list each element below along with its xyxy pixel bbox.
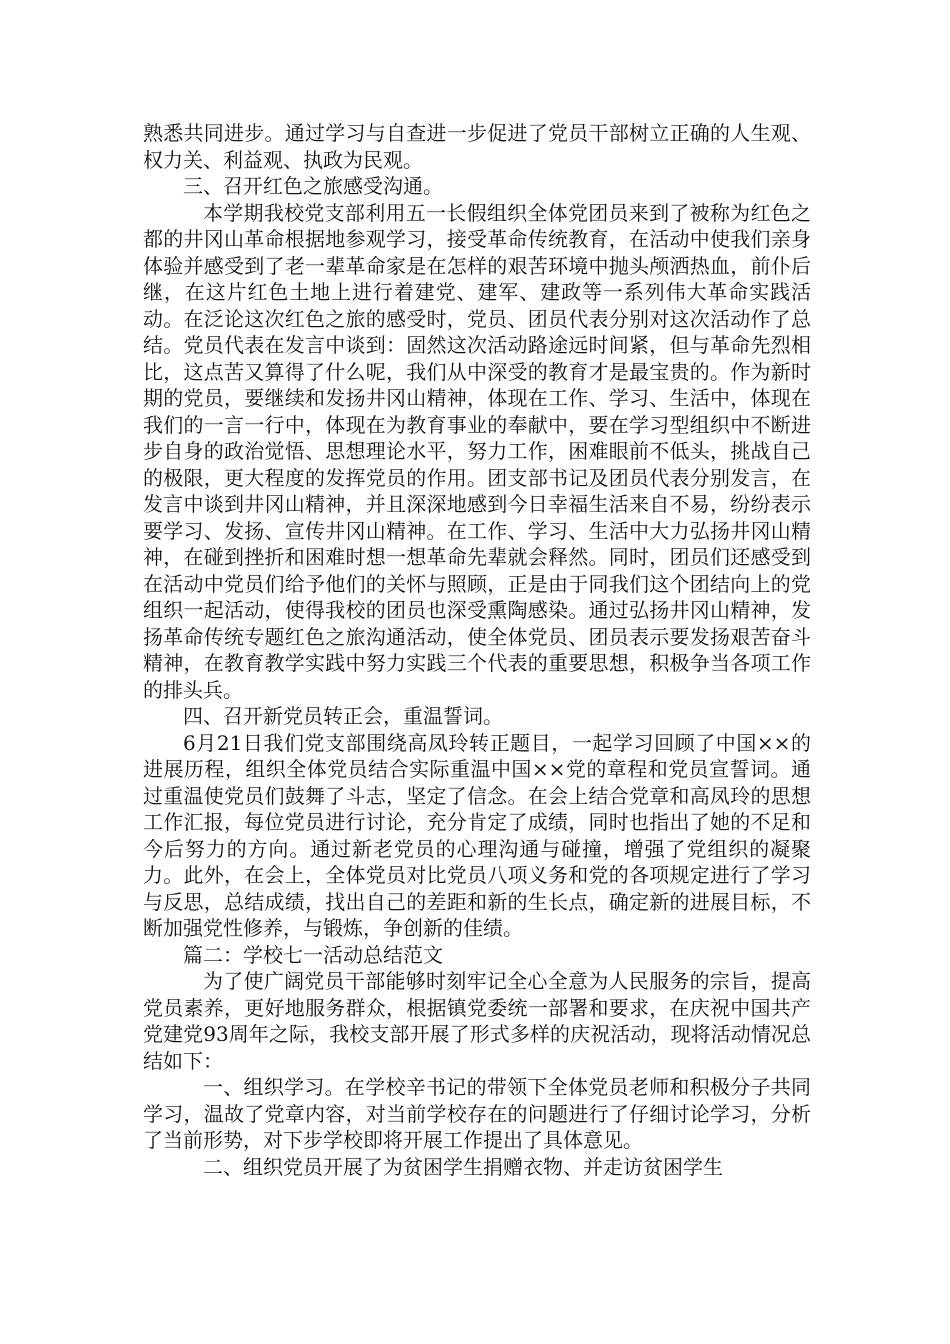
paragraph-continuation: 熟悉共同进步。通过学习与自查进一步促进了党员干部树立正确的人生观、权力关、利益观、执政为民观。: [143, 121, 811, 172]
document-page: [143, 120, 811, 1180]
section-heading-3: 三、召开红色之旅感受沟通。: [183, 174, 443, 198]
paragraph-item-1: 一、组织学习。在学校辛书记的带领下全体党员老师和积极分子共同学习，温故了党章内容，对当前学校存在的问题进行了仔细讨论学习，分析了当前形势，对下步学校即将开展工作提出了具体意见。: [143, 1075, 811, 1152]
paragraph-intro: 为了使广阔党员干部能够时刻牢记全心全意为人民服务的宗旨，提高党员素养，更好地服务群众，根据镇党委统一部署和要求，在庆祝中国共产党建党93周年之际，我校支部开展了形式多样的庆祝活动，现将活动情况总结如下：: [143, 969, 811, 1073]
section-heading-4: 四、召开新党员转正会，重温誓词。: [183, 704, 503, 728]
paragraph-new-member: 6月21日我们党支部围绕高凤玲转正题目，一起学习回顾了中国××的进展历程，组织全体党员结合实际重温中国××党的章程和党员宣誓词。通过重温使党员们鼓舞了斗志，坚定了信念。在会上结合党章和高凤玲的思想工作汇报，每位党员进行讨论，充分肯定了成绩，同时也指出了她的不足和今后努力的方向。通过新老党员的心理沟通与碰撞，增强了党组织的凝聚力。此外，在会上，全体党员对比党员八项义务和党的各项规定进行了学习与反思，总结成绩，找出自己的差距和新的生长点，确定新的进展目标，不断加强党性修养，与锻炼，争创新的佳绩。: [143, 730, 811, 940]
article-heading-2: 篇二：学校七一活动总结范文: [183, 942, 443, 967]
paragraph-item-2: 二、组织党员开展了为贫困学生捐赠衣物、并走访贫困学生: [203, 1154, 723, 1179]
paragraph-red-tour: 本学期我校党支部利用五一长假组织全体党团员来到了被称为红色之都的井冈山革命根据地参观学习，接受革命传统教育，在活动中使我们亲身体验并感受到了老一辈革命家是在怎样的艰苦环境中抛头颅洒热血，前仆后继，在这片红色土地上进行着建党、建军、建政等一系列伟大革命实践活动。在泛论这次红色之旅的感受时，党员、团员代表分别对这次活动作了总结。党员代表在发言中谈到：固然这次活动路途远时间紧，但与革命先烈相比，这点苦又算得了什么呢，我们从中深受的教育才是最宝贵的。作为新时期的党员，要继续和发扬井冈山精神，体现在工作、学习、生活中，体现在我们的一言一行中，体现在为教育事业的奉献中，要在学习型组织中不断进步自身的政治觉悟、思想理论水平，努力工作，困难眼前不低头，挑战自己的极限，更大程度的发挥党员的作用。团支部书记及团员代表分别发言，在发言中谈到井冈山精神，并且深深地感到今日幸福生活来自不易，纷纷表示要学习、发扬、宣传井冈山精神。在工作、学习、生活中大力弘扬井冈山精神，在碰到挫折和困难时想一想革命先辈就会释然。同时，团员们还感受到在活动中党员们给予他们的关怀与照顾，正是由于同我们这个团结向上的党组织一起活动，使得我校的团员也深受熏陶感染。通过弘扬井冈山精神，发扬革命传统专题红色之旅沟通活动，使全体党员、团员表示要发扬艰苦奋斗精神，在教育教学实践中努力实践三个代表的重要思想，积极争当各项工作的排头兵。: [143, 200, 811, 702]
